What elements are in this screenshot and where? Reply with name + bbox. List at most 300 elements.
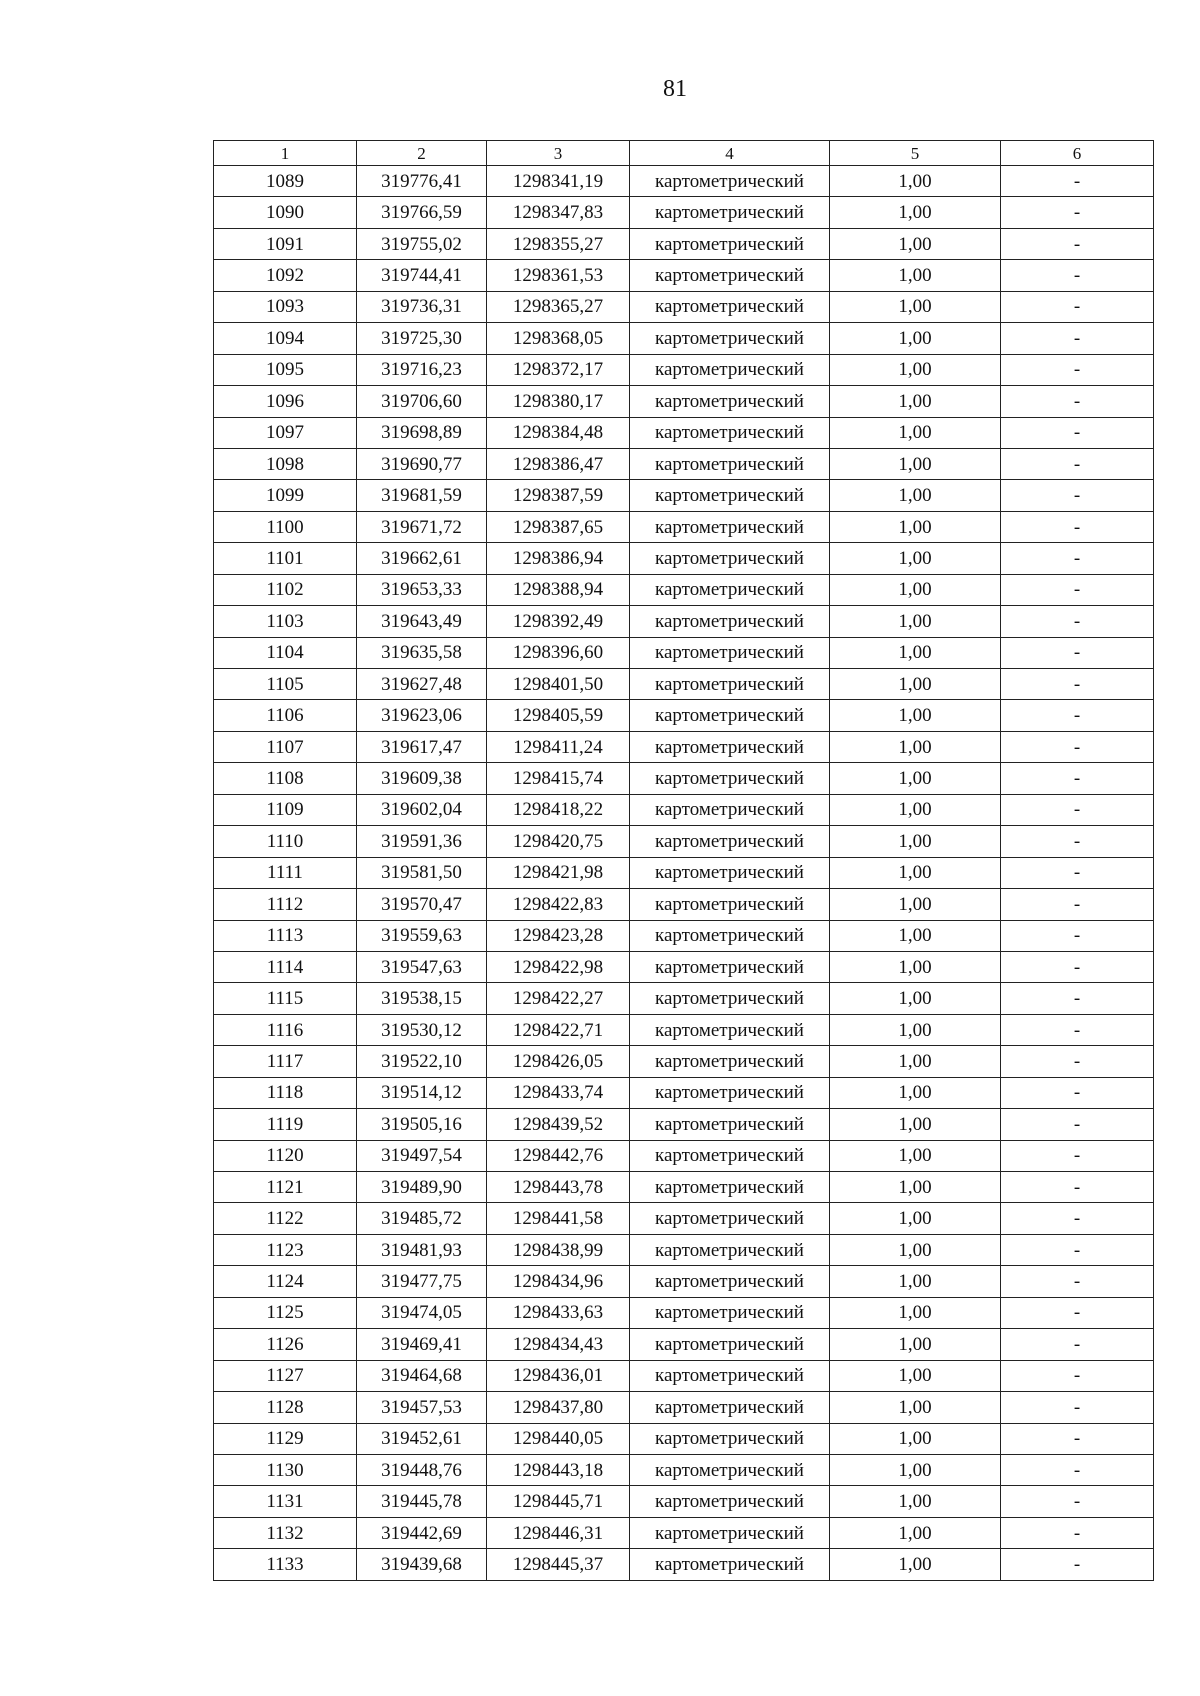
point-number-cell: 1101 (214, 543, 357, 574)
table-row (214, 920, 1154, 951)
method-cell: картометрический (630, 574, 830, 605)
table-row (214, 323, 1154, 354)
header-col-6: 6 (1001, 141, 1154, 166)
point-number-cell: 1116 (214, 1014, 357, 1045)
header-col-1: 1 (214, 141, 357, 166)
point-number-cell: 1125 (214, 1297, 357, 1328)
y-coordinate-cell: 1298368,05 (487, 323, 630, 354)
point-number-cell: 1111 (214, 857, 357, 888)
x-coordinate-cell: 319489,90 (357, 1172, 487, 1203)
note-cell: - (1001, 543, 1154, 574)
table-row (214, 228, 1154, 259)
note-cell: - (1001, 794, 1154, 825)
method-cell: картометрический (630, 1046, 830, 1077)
point-number-cell: 1128 (214, 1392, 357, 1423)
x-coordinate-cell: 319716,23 (357, 354, 487, 385)
point-number-cell: 1100 (214, 511, 357, 542)
table-row (214, 700, 1154, 731)
header-col-5: 5 (830, 141, 1001, 166)
accuracy-cell: 1,00 (830, 1172, 1001, 1203)
note-cell: - (1001, 228, 1154, 259)
accuracy-cell: 1,00 (830, 1423, 1001, 1454)
point-number-cell: 1130 (214, 1454, 357, 1485)
accuracy-cell: 1,00 (830, 417, 1001, 448)
header-row (214, 141, 1154, 166)
method-cell: картометрический (630, 1549, 830, 1580)
accuracy-cell: 1,00 (830, 700, 1001, 731)
y-coordinate-cell: 1298426,05 (487, 1046, 630, 1077)
note-cell: - (1001, 417, 1154, 448)
method-cell: картометрический (630, 669, 830, 700)
method-cell: картометрический (630, 637, 830, 668)
y-coordinate-cell: 1298438,99 (487, 1234, 630, 1265)
point-number-cell: 1127 (214, 1360, 357, 1391)
table-row (214, 448, 1154, 479)
y-coordinate-cell: 1298388,94 (487, 574, 630, 605)
table-row (214, 826, 1154, 857)
note-cell: - (1001, 1266, 1154, 1297)
x-coordinate-cell: 319755,02 (357, 228, 487, 259)
table-row (214, 1046, 1154, 1077)
accuracy-cell: 1,00 (830, 323, 1001, 354)
y-coordinate-cell: 1298380,17 (487, 386, 630, 417)
x-coordinate-cell: 319635,58 (357, 637, 487, 668)
accuracy-cell: 1,00 (830, 480, 1001, 511)
point-number-cell: 1114 (214, 951, 357, 982)
accuracy-cell: 1,00 (830, 889, 1001, 920)
point-number-cell: 1096 (214, 386, 357, 417)
note-cell: - (1001, 1077, 1154, 1108)
y-coordinate-cell: 1298434,96 (487, 1266, 630, 1297)
accuracy-cell: 1,00 (830, 1392, 1001, 1423)
note-cell: - (1001, 354, 1154, 385)
x-coordinate-cell: 319766,59 (357, 197, 487, 228)
point-number-cell: 1118 (214, 1077, 357, 1108)
note-cell: - (1001, 480, 1154, 511)
y-coordinate-cell: 1298442,76 (487, 1140, 630, 1171)
accuracy-cell: 1,00 (830, 983, 1001, 1014)
point-number-cell: 1105 (214, 669, 357, 700)
note-cell: - (1001, 1172, 1154, 1203)
accuracy-cell: 1,00 (830, 637, 1001, 668)
point-number-cell: 1099 (214, 480, 357, 511)
x-coordinate-cell: 319681,59 (357, 480, 487, 511)
method-cell: картометрический (630, 1140, 830, 1171)
x-coordinate-cell: 319736,31 (357, 291, 487, 322)
y-coordinate-cell: 1298396,60 (487, 637, 630, 668)
table-row (214, 417, 1154, 448)
point-number-cell: 1124 (214, 1266, 357, 1297)
table-row (214, 1234, 1154, 1265)
x-coordinate-cell: 319581,50 (357, 857, 487, 888)
table-row (214, 1329, 1154, 1360)
accuracy-cell: 1,00 (830, 1140, 1001, 1171)
table-header (214, 141, 1154, 166)
point-number-cell: 1104 (214, 637, 357, 668)
table-row (214, 1517, 1154, 1548)
accuracy-cell: 1,00 (830, 1329, 1001, 1360)
x-coordinate-cell: 319662,61 (357, 543, 487, 574)
note-cell: - (1001, 920, 1154, 951)
point-number-cell: 1092 (214, 260, 357, 291)
note-cell: - (1001, 889, 1154, 920)
method-cell: картометрический (630, 1360, 830, 1391)
accuracy-cell: 1,00 (830, 511, 1001, 542)
table-row (214, 354, 1154, 385)
method-cell: картометрический (630, 480, 830, 511)
method-cell: картометрический (630, 448, 830, 479)
y-coordinate-cell: 1298434,43 (487, 1329, 630, 1360)
method-cell: картометрический (630, 1203, 830, 1234)
accuracy-cell: 1,00 (830, 1203, 1001, 1234)
note-cell: - (1001, 983, 1154, 1014)
y-coordinate-cell: 1298422,83 (487, 889, 630, 920)
y-coordinate-cell: 1298422,27 (487, 983, 630, 1014)
x-coordinate-cell: 319464,68 (357, 1360, 487, 1391)
x-coordinate-cell: 319457,53 (357, 1392, 487, 1423)
note-cell: - (1001, 1297, 1154, 1328)
point-number-cell: 1097 (214, 417, 357, 448)
x-coordinate-cell: 319671,72 (357, 511, 487, 542)
point-number-cell: 1095 (214, 354, 357, 385)
point-number-cell: 1131 (214, 1486, 357, 1517)
note-cell: - (1001, 1014, 1154, 1045)
x-coordinate-cell: 319439,68 (357, 1549, 487, 1580)
accuracy-cell: 1,00 (830, 1297, 1001, 1328)
accuracy-cell: 1,00 (830, 1046, 1001, 1077)
method-cell: картометрический (630, 731, 830, 762)
x-coordinate-cell: 319477,75 (357, 1266, 487, 1297)
point-number-cell: 1093 (214, 291, 357, 322)
accuracy-cell: 1,00 (830, 1014, 1001, 1045)
method-cell: картометрический (630, 323, 830, 354)
x-coordinate-cell: 319442,69 (357, 1517, 487, 1548)
header-col-2: 2 (357, 141, 487, 166)
accuracy-cell: 1,00 (830, 291, 1001, 322)
method-cell: картометрический (630, 511, 830, 542)
point-number-cell: 1133 (214, 1549, 357, 1580)
note-cell: - (1001, 260, 1154, 291)
method-cell: картометрический (630, 1266, 830, 1297)
note-cell: - (1001, 1360, 1154, 1391)
method-cell: картометрический (630, 1392, 830, 1423)
method-cell: картометрический (630, 794, 830, 825)
table-body (214, 166, 1154, 1581)
point-number-cell: 1107 (214, 731, 357, 762)
note-cell: - (1001, 323, 1154, 354)
accuracy-cell: 1,00 (830, 1454, 1001, 1485)
table-row (214, 574, 1154, 605)
x-coordinate-cell: 319505,16 (357, 1109, 487, 1140)
method-cell: картометрический (630, 951, 830, 982)
note-cell: - (1001, 291, 1154, 322)
method-cell: картометрический (630, 417, 830, 448)
x-coordinate-cell: 319481,93 (357, 1234, 487, 1265)
table-row (214, 1014, 1154, 1045)
accuracy-cell: 1,00 (830, 1077, 1001, 1108)
note-cell: - (1001, 386, 1154, 417)
method-cell: картометрический (630, 1014, 830, 1045)
note-cell: - (1001, 826, 1154, 857)
x-coordinate-cell: 319602,04 (357, 794, 487, 825)
x-coordinate-cell: 319538,15 (357, 983, 487, 1014)
accuracy-cell: 1,00 (830, 1360, 1001, 1391)
point-number-cell: 1091 (214, 228, 357, 259)
method-cell: картометрический (630, 1329, 830, 1360)
method-cell: картометрический (630, 1454, 830, 1485)
method-cell: картометрический (630, 889, 830, 920)
y-coordinate-cell: 1298423,28 (487, 920, 630, 951)
point-number-cell: 1108 (214, 763, 357, 794)
point-number-cell: 1110 (214, 826, 357, 857)
table-row (214, 291, 1154, 322)
y-coordinate-cell: 1298443,78 (487, 1172, 630, 1203)
point-number-cell: 1122 (214, 1203, 357, 1234)
y-coordinate-cell: 1298441,58 (487, 1203, 630, 1234)
accuracy-cell: 1,00 (830, 1517, 1001, 1548)
note-cell: - (1001, 197, 1154, 228)
method-cell: картометрический (630, 826, 830, 857)
method-cell: картометрический (630, 197, 830, 228)
point-number-cell: 1106 (214, 700, 357, 731)
method-cell: картометрический (630, 983, 830, 1014)
x-coordinate-cell: 319744,41 (357, 260, 487, 291)
note-cell: - (1001, 1329, 1154, 1360)
table-row (214, 951, 1154, 982)
table-row (214, 260, 1154, 291)
accuracy-cell: 1,00 (830, 1109, 1001, 1140)
method-cell: картометрический (630, 1517, 830, 1548)
y-coordinate-cell: 1298433,63 (487, 1297, 630, 1328)
table-row (214, 1140, 1154, 1171)
table-row (214, 166, 1154, 197)
page-number: 81 (663, 76, 687, 102)
y-coordinate-cell: 1298437,80 (487, 1392, 630, 1423)
method-cell: картометрический (630, 1077, 830, 1108)
table-row (214, 1360, 1154, 1391)
note-cell: - (1001, 448, 1154, 479)
table-row (214, 857, 1154, 888)
method-cell: картометрический (630, 166, 830, 197)
method-cell: картометрический (630, 1109, 830, 1140)
x-coordinate-cell: 319514,12 (357, 1077, 487, 1108)
coordinates-table (213, 140, 1154, 1581)
note-cell: - (1001, 1046, 1154, 1077)
y-coordinate-cell: 1298384,48 (487, 417, 630, 448)
note-cell: - (1001, 1486, 1154, 1517)
accuracy-cell: 1,00 (830, 794, 1001, 825)
y-coordinate-cell: 1298420,75 (487, 826, 630, 857)
method-cell: картометрический (630, 386, 830, 417)
point-number-cell: 1123 (214, 1234, 357, 1265)
note-cell: - (1001, 763, 1154, 794)
method-cell: картометрический (630, 857, 830, 888)
x-coordinate-cell: 319706,60 (357, 386, 487, 417)
x-coordinate-cell: 319474,05 (357, 1297, 487, 1328)
table-row (214, 1266, 1154, 1297)
note-cell: - (1001, 1454, 1154, 1485)
point-number-cell: 1120 (214, 1140, 357, 1171)
method-cell: картометрический (630, 1234, 830, 1265)
header-col-4: 4 (630, 141, 830, 166)
y-coordinate-cell: 1298392,49 (487, 606, 630, 637)
method-cell: картометрический (630, 543, 830, 574)
table-row (214, 1203, 1154, 1234)
table-row (214, 1423, 1154, 1454)
x-coordinate-cell: 319643,49 (357, 606, 487, 637)
point-number-cell: 1090 (214, 197, 357, 228)
y-coordinate-cell: 1298347,83 (487, 197, 630, 228)
note-cell: - (1001, 1203, 1154, 1234)
table-row (214, 1454, 1154, 1485)
y-coordinate-cell: 1298445,37 (487, 1549, 630, 1580)
method-cell: картометрический (630, 920, 830, 951)
y-coordinate-cell: 1298401,50 (487, 669, 630, 700)
accuracy-cell: 1,00 (830, 543, 1001, 574)
x-coordinate-cell: 319609,38 (357, 763, 487, 794)
note-cell: - (1001, 857, 1154, 888)
note-cell: - (1001, 511, 1154, 542)
method-cell: картометрический (630, 260, 830, 291)
table-row (214, 480, 1154, 511)
accuracy-cell: 1,00 (830, 197, 1001, 228)
y-coordinate-cell: 1298405,59 (487, 700, 630, 731)
x-coordinate-cell: 319617,47 (357, 731, 487, 762)
header-col-3: 3 (487, 141, 630, 166)
accuracy-cell: 1,00 (830, 951, 1001, 982)
y-coordinate-cell: 1298415,74 (487, 763, 630, 794)
x-coordinate-cell: 319725,30 (357, 323, 487, 354)
y-coordinate-cell: 1298443,18 (487, 1454, 630, 1485)
note-cell: - (1001, 669, 1154, 700)
point-number-cell: 1126 (214, 1329, 357, 1360)
x-coordinate-cell: 319448,76 (357, 1454, 487, 1485)
y-coordinate-cell: 1298387,65 (487, 511, 630, 542)
x-coordinate-cell: 319690,77 (357, 448, 487, 479)
note-cell: - (1001, 700, 1154, 731)
method-cell: картометрический (630, 1297, 830, 1328)
y-coordinate-cell: 1298411,24 (487, 731, 630, 762)
x-coordinate-cell: 319627,48 (357, 669, 487, 700)
note-cell: - (1001, 951, 1154, 982)
y-coordinate-cell: 1298422,98 (487, 951, 630, 982)
table-row (214, 1109, 1154, 1140)
x-coordinate-cell: 319653,33 (357, 574, 487, 605)
table-row (214, 637, 1154, 668)
point-number-cell: 1132 (214, 1517, 357, 1548)
note-cell: - (1001, 1109, 1154, 1140)
accuracy-cell: 1,00 (830, 669, 1001, 700)
accuracy-cell: 1,00 (830, 606, 1001, 637)
method-cell: картометрический (630, 1486, 830, 1517)
x-coordinate-cell: 319469,41 (357, 1329, 487, 1360)
point-number-cell: 1094 (214, 323, 357, 354)
table-row (214, 1549, 1154, 1580)
table-row (214, 983, 1154, 1014)
note-cell: - (1001, 606, 1154, 637)
point-number-cell: 1121 (214, 1172, 357, 1203)
point-number-cell: 1109 (214, 794, 357, 825)
accuracy-cell: 1,00 (830, 920, 1001, 951)
accuracy-cell: 1,00 (830, 1266, 1001, 1297)
accuracy-cell: 1,00 (830, 1549, 1001, 1580)
note-cell: - (1001, 1549, 1154, 1580)
y-coordinate-cell: 1298433,74 (487, 1077, 630, 1108)
point-number-cell: 1129 (214, 1423, 357, 1454)
note-cell: - (1001, 574, 1154, 605)
y-coordinate-cell: 1298386,94 (487, 543, 630, 574)
note-cell: - (1001, 1517, 1154, 1548)
accuracy-cell: 1,00 (830, 731, 1001, 762)
x-coordinate-cell: 319698,89 (357, 417, 487, 448)
x-coordinate-cell: 319547,63 (357, 951, 487, 982)
table-row (214, 794, 1154, 825)
y-coordinate-cell: 1298372,17 (487, 354, 630, 385)
method-cell: картометрический (630, 291, 830, 322)
point-number-cell: 1103 (214, 606, 357, 637)
y-coordinate-cell: 1298422,71 (487, 1014, 630, 1045)
table-row (214, 889, 1154, 920)
point-number-cell: 1089 (214, 166, 357, 197)
note-cell: - (1001, 166, 1154, 197)
point-number-cell: 1115 (214, 983, 357, 1014)
table-row (214, 1077, 1154, 1108)
table-row (214, 197, 1154, 228)
table-row (214, 1392, 1154, 1423)
y-coordinate-cell: 1298355,27 (487, 228, 630, 259)
point-number-cell: 1117 (214, 1046, 357, 1077)
accuracy-cell: 1,00 (830, 1234, 1001, 1265)
method-cell: картометрический (630, 228, 830, 259)
accuracy-cell: 1,00 (830, 448, 1001, 479)
x-coordinate-cell: 319776,41 (357, 166, 487, 197)
accuracy-cell: 1,00 (830, 354, 1001, 385)
x-coordinate-cell: 319591,36 (357, 826, 487, 857)
x-coordinate-cell: 319530,12 (357, 1014, 487, 1045)
point-number-cell: 1098 (214, 448, 357, 479)
y-coordinate-cell: 1298440,05 (487, 1423, 630, 1454)
method-cell: картометрический (630, 1172, 830, 1203)
method-cell: картометрический (630, 1423, 830, 1454)
x-coordinate-cell: 319445,78 (357, 1486, 487, 1517)
x-coordinate-cell: 319559,63 (357, 920, 487, 951)
y-coordinate-cell: 1298386,47 (487, 448, 630, 479)
table-row (214, 669, 1154, 700)
note-cell: - (1001, 637, 1154, 668)
table-row (214, 1172, 1154, 1203)
accuracy-cell: 1,00 (830, 763, 1001, 794)
x-coordinate-cell: 319452,61 (357, 1423, 487, 1454)
y-coordinate-cell: 1298436,01 (487, 1360, 630, 1391)
y-coordinate-cell: 1298421,98 (487, 857, 630, 888)
point-number-cell: 1113 (214, 920, 357, 951)
method-cell: картометрический (630, 354, 830, 385)
x-coordinate-cell: 319497,54 (357, 1140, 487, 1171)
y-coordinate-cell: 1298445,71 (487, 1486, 630, 1517)
point-number-cell: 1112 (214, 889, 357, 920)
note-cell: - (1001, 731, 1154, 762)
note-cell: - (1001, 1423, 1154, 1454)
note-cell: - (1001, 1140, 1154, 1171)
table-row (214, 1297, 1154, 1328)
y-coordinate-cell: 1298365,27 (487, 291, 630, 322)
table-row (214, 511, 1154, 542)
point-number-cell: 1119 (214, 1109, 357, 1140)
table-row (214, 386, 1154, 417)
y-coordinate-cell: 1298387,59 (487, 480, 630, 511)
accuracy-cell: 1,00 (830, 826, 1001, 857)
y-coordinate-cell: 1298439,52 (487, 1109, 630, 1140)
